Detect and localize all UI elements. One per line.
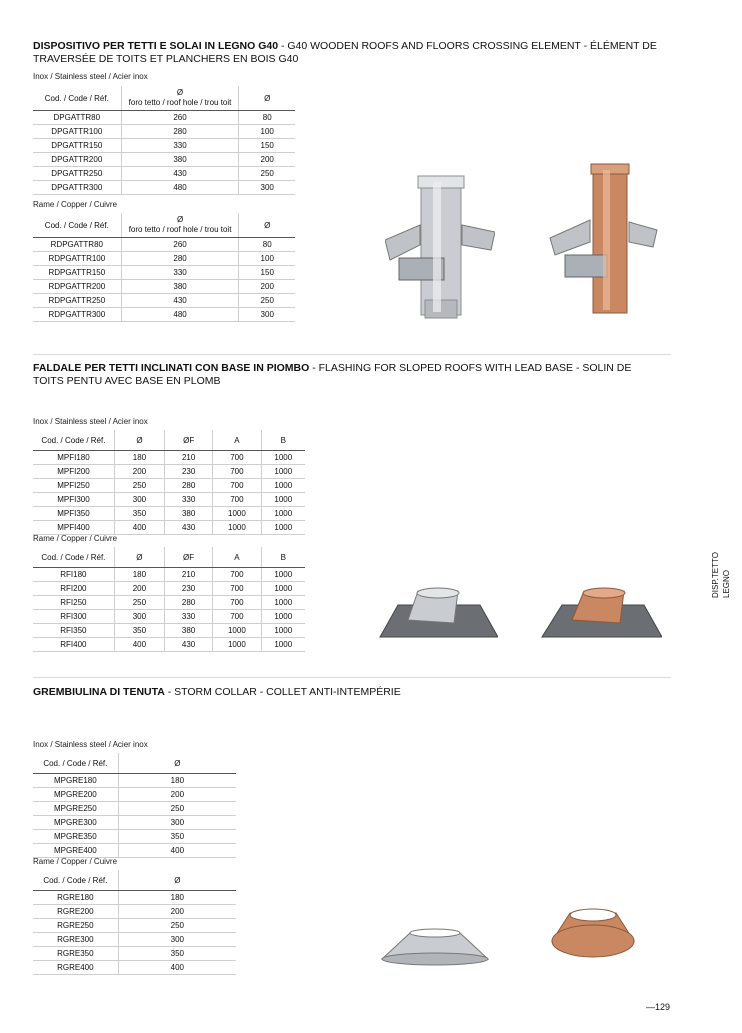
- table-cell: 200: [118, 788, 236, 802]
- table-cell: 250: [118, 919, 236, 933]
- table-cell: 1000: [213, 521, 261, 535]
- table-cell: 430: [165, 521, 213, 535]
- table-row: [33, 830, 236, 844]
- table-cell: 330: [121, 266, 239, 280]
- table-header-row: [33, 86, 295, 111]
- table-cell: 180: [118, 774, 236, 788]
- table-row: [33, 465, 305, 479]
- table-header-row: [33, 430, 305, 451]
- table-header-row: [33, 547, 305, 568]
- table-cell: MPGRE300: [33, 816, 118, 830]
- table-cell: DPGATTR300: [33, 181, 121, 195]
- table-cell: 250: [239, 294, 295, 308]
- table-cell: 100: [239, 252, 295, 266]
- table-cell: 200: [114, 465, 164, 479]
- table-cell: MPFI300: [33, 493, 114, 507]
- table-row: [33, 493, 305, 507]
- table-cell: 250: [114, 479, 164, 493]
- table-cell: 1000: [261, 582, 305, 596]
- table-cell: 230: [164, 582, 212, 596]
- table-header-row: [33, 870, 236, 891]
- table-row: [33, 111, 295, 125]
- table-cell: 300: [118, 816, 236, 830]
- table-cell: RDPGATTR80: [33, 238, 121, 252]
- column-header: Ø: [239, 213, 295, 238]
- table-cell: 180: [114, 568, 164, 582]
- table-cell: 700: [213, 596, 261, 610]
- table-cell: 80: [239, 238, 295, 252]
- copper-collar-image: [548, 905, 638, 963]
- table-row: [33, 788, 236, 802]
- table-cell: MPGRE250: [33, 802, 118, 816]
- table-cell: 380: [121, 280, 239, 294]
- table-cell: 480: [121, 181, 239, 195]
- table-cell: 300: [118, 933, 236, 947]
- table-cell: 350: [114, 624, 164, 638]
- column-header: A: [213, 547, 261, 568]
- column-header: Ø foro tetto / roof hole / trou toit: [121, 213, 239, 238]
- table-flashing-inox: [33, 430, 305, 535]
- divider: [33, 354, 671, 355]
- table-cell: DPGATTR150: [33, 139, 121, 153]
- table-cell: 1000: [261, 610, 305, 624]
- table-cell: 200: [239, 280, 295, 294]
- copper-label: Rame / Copper / Cuivre: [33, 857, 118, 866]
- table-cell: 330: [164, 610, 212, 624]
- table-row: [33, 568, 305, 582]
- table-row: [33, 624, 305, 638]
- table-row: [33, 252, 295, 266]
- section-title-flashing: FALDALE PER TETTI INCLINATI CON BASE IN PIOMBO - FLASHING FOR SLOPED ROOFS WITH LEAD BASE - SOLIN DE TOITS PENTU AVEC BASE EN PLOMB: [33, 362, 632, 387]
- table-row: [33, 451, 305, 465]
- table-row: [33, 181, 295, 195]
- side-tab-line1: DISP.TETTO: [711, 552, 720, 598]
- table-cell: 1000: [213, 507, 261, 521]
- table-cell: 210: [164, 568, 212, 582]
- steel-roof-crossing-image: [385, 150, 495, 325]
- section-title-wooden-roofs: DISPOSITIVO PER TETTI E SOLAI IN LEGNO G40 - G40 WOODEN ROOFS AND FLOORS CROSSING ELEMENT - ÉLÉMENT DE TRAVERSÉE DE TOITS ET PLANCHERS EN BOIS G40: [33, 40, 657, 65]
- column-header: Cod. / Code / Réf.: [33, 430, 114, 451]
- table-cell: 250: [114, 596, 164, 610]
- table-cell: 200: [239, 153, 295, 167]
- table-row: [33, 507, 305, 521]
- table-cell: 700: [213, 451, 261, 465]
- table-cell: RFI300: [33, 610, 114, 624]
- table-cell: 380: [165, 507, 213, 521]
- table-cell: 280: [165, 479, 213, 493]
- table-cell: MPFI180: [33, 451, 114, 465]
- table-cell: 210: [165, 451, 213, 465]
- table-header-row: [33, 213, 295, 238]
- table-row: [33, 891, 236, 905]
- table-cell: MPFI200: [33, 465, 114, 479]
- table-cell: RDPGATTR150: [33, 266, 121, 280]
- table-cell: RDPGATTR250: [33, 294, 121, 308]
- table-row: [33, 933, 236, 947]
- inox-label: Inox / Stainless steel / Acier inox: [33, 740, 148, 749]
- table-cell: 1000: [261, 479, 305, 493]
- side-tab-line2: LEGNO: [722, 569, 731, 598]
- table-cell: 1000: [261, 521, 305, 535]
- table-cell: 400: [118, 961, 236, 975]
- table-row: [33, 238, 295, 252]
- table-cell: MPGRE180: [33, 774, 118, 788]
- table-row: [33, 816, 236, 830]
- table-cell: 1000: [261, 465, 305, 479]
- table-cell: RDPGATTR300: [33, 308, 121, 322]
- table-row: [33, 294, 295, 308]
- table-row: [33, 961, 236, 975]
- column-header: Ø: [118, 753, 236, 774]
- table-cell: DPGATTR80: [33, 111, 121, 125]
- table-cell: 400: [114, 521, 164, 535]
- table-row: [33, 280, 295, 294]
- table-cell: 280: [121, 125, 239, 139]
- table-cell: DPGATTR200: [33, 153, 121, 167]
- copper-label: Rame / Copper / Cuivre: [33, 200, 118, 209]
- table-row: [33, 167, 295, 181]
- table-row: [33, 521, 305, 535]
- table-cell: 250: [239, 167, 295, 181]
- column-header: Cod. / Code / Réf.: [33, 870, 118, 891]
- table-cell: 700: [213, 465, 261, 479]
- column-header: Cod. / Code / Réf.: [33, 86, 121, 111]
- copper-roof-crossing-image: [545, 150, 660, 325]
- table-cell: 1000: [261, 596, 305, 610]
- table-cell: RGRE200: [33, 905, 118, 919]
- table-row: [33, 774, 236, 788]
- table-cell: 430: [164, 638, 212, 652]
- table-row: [33, 638, 305, 652]
- table-cell: 230: [165, 465, 213, 479]
- table-row: [33, 596, 305, 610]
- table-cell: RGRE180: [33, 891, 118, 905]
- table-cell: 350: [114, 507, 164, 521]
- table-cell: RGRE400: [33, 961, 118, 975]
- table-cell: 350: [118, 830, 236, 844]
- table-cell: 330: [165, 493, 213, 507]
- column-header: ØF: [165, 430, 213, 451]
- column-header: A: [213, 430, 261, 451]
- column-header: Ø foro tetto / roof hole / trou toit: [121, 86, 239, 111]
- column-header: Ø: [114, 430, 164, 451]
- column-header: Cod. / Code / Réf.: [33, 213, 121, 238]
- table-cell: 1000: [261, 638, 305, 652]
- table-cell: 260: [121, 238, 239, 252]
- table-cell: 150: [239, 266, 295, 280]
- table-cell: RGRE350: [33, 947, 118, 961]
- table-cell: DPGATTR250: [33, 167, 121, 181]
- table-collar-inox: [33, 753, 236, 858]
- table-cell: RFI250: [33, 596, 114, 610]
- table-row: [33, 947, 236, 961]
- table-cell: 1000: [261, 568, 305, 582]
- table-cell: 430: [121, 294, 239, 308]
- table-cell: 150: [239, 139, 295, 153]
- table-cell: 280: [121, 252, 239, 266]
- table-cell: 100: [239, 125, 295, 139]
- table-cell: RGRE300: [33, 933, 118, 947]
- table-row: [33, 610, 305, 624]
- table-cell: 700: [213, 568, 261, 582]
- column-header: Ø: [118, 870, 236, 891]
- table-cell: RFI200: [33, 582, 114, 596]
- table-cell: 700: [213, 493, 261, 507]
- table-cell: 700: [213, 479, 261, 493]
- table-cell: RDPGATTR100: [33, 252, 121, 266]
- table-cell: 300: [114, 610, 164, 624]
- column-header: Cod. / Code / Réf.: [33, 753, 118, 774]
- column-header: ØF: [164, 547, 212, 568]
- table-row: [33, 802, 236, 816]
- table-cell: 380: [121, 153, 239, 167]
- column-header: Ø: [114, 547, 164, 568]
- copper-flashing-image: [540, 585, 662, 647]
- table-cell: MPFI400: [33, 521, 114, 535]
- table-cell: 1000: [261, 624, 305, 638]
- table-row: [33, 479, 305, 493]
- table-cell: 430: [121, 167, 239, 181]
- table-flashing-copper: [33, 547, 305, 652]
- table-cell: 200: [118, 905, 236, 919]
- column-header: B: [261, 430, 305, 451]
- column-header: Cod. / Code / Réf.: [33, 547, 114, 568]
- steel-flashing-image: [378, 585, 498, 647]
- side-tab: [708, 540, 742, 600]
- table-row: [33, 582, 305, 596]
- table-cell: RFI400: [33, 638, 114, 652]
- table-row: [33, 905, 236, 919]
- table-cell: 250: [118, 802, 236, 816]
- table-cell: MPGRE400: [33, 844, 118, 858]
- table-cell: 1000: [261, 493, 305, 507]
- column-header: B: [261, 547, 305, 568]
- table-header-row: [33, 753, 236, 774]
- table-collar-copper: [33, 870, 236, 975]
- table-cell: MPFI250: [33, 479, 114, 493]
- table-cell: 300: [239, 181, 295, 195]
- table-wooden-copper: [33, 213, 295, 322]
- table-row: [33, 844, 236, 858]
- table-cell: RFI350: [33, 624, 114, 638]
- table-cell: 280: [164, 596, 212, 610]
- table-cell: 700: [213, 610, 261, 624]
- table-cell: MPFI350: [33, 507, 114, 521]
- table-row: [33, 153, 295, 167]
- table-cell: MPGRE350: [33, 830, 118, 844]
- table-row: [33, 139, 295, 153]
- table-cell: 700: [213, 582, 261, 596]
- table-cell: 200: [114, 582, 164, 596]
- table-cell: RFI180: [33, 568, 114, 582]
- table-cell: 480: [121, 308, 239, 322]
- table-cell: 350: [118, 947, 236, 961]
- table-cell: RDPGATTR200: [33, 280, 121, 294]
- page-number: —129: [645, 1002, 670, 1012]
- table-cell: 180: [118, 891, 236, 905]
- divider: [33, 677, 671, 678]
- inox-label: Inox / Stainless steel / Acier inox: [33, 72, 148, 81]
- column-header: Ø: [239, 86, 295, 111]
- table-cell: 1000: [261, 507, 305, 521]
- table-cell: 260: [121, 111, 239, 125]
- table-cell: 180: [114, 451, 164, 465]
- table-cell: 1000: [261, 451, 305, 465]
- table-row: [33, 919, 236, 933]
- table-cell: 300: [114, 493, 164, 507]
- steel-collar-image: [380, 925, 490, 967]
- table-cell: 400: [114, 638, 164, 652]
- table-wooden-inox: [33, 86, 295, 195]
- table-cell: 1000: [213, 624, 261, 638]
- section-title-storm-collar: GREMBIULINA DI TENUTA - STORM COLLAR - COLLET ANTI-INTEMPÉRIE: [33, 686, 401, 698]
- table-row: [33, 308, 295, 322]
- table-cell: 1000: [213, 638, 261, 652]
- table-row: [33, 266, 295, 280]
- table-cell: MPGRE200: [33, 788, 118, 802]
- table-cell: 300: [239, 308, 295, 322]
- table-cell: 380: [164, 624, 212, 638]
- table-cell: 80: [239, 111, 295, 125]
- copper-label: Rame / Copper / Cuivre: [33, 534, 118, 543]
- table-row: [33, 125, 295, 139]
- table-cell: RGRE250: [33, 919, 118, 933]
- table-cell: 330: [121, 139, 239, 153]
- table-cell: DPGATTR100: [33, 125, 121, 139]
- inox-label: Inox / Stainless steel / Acier inox: [33, 417, 148, 426]
- table-cell: 400: [118, 844, 236, 858]
